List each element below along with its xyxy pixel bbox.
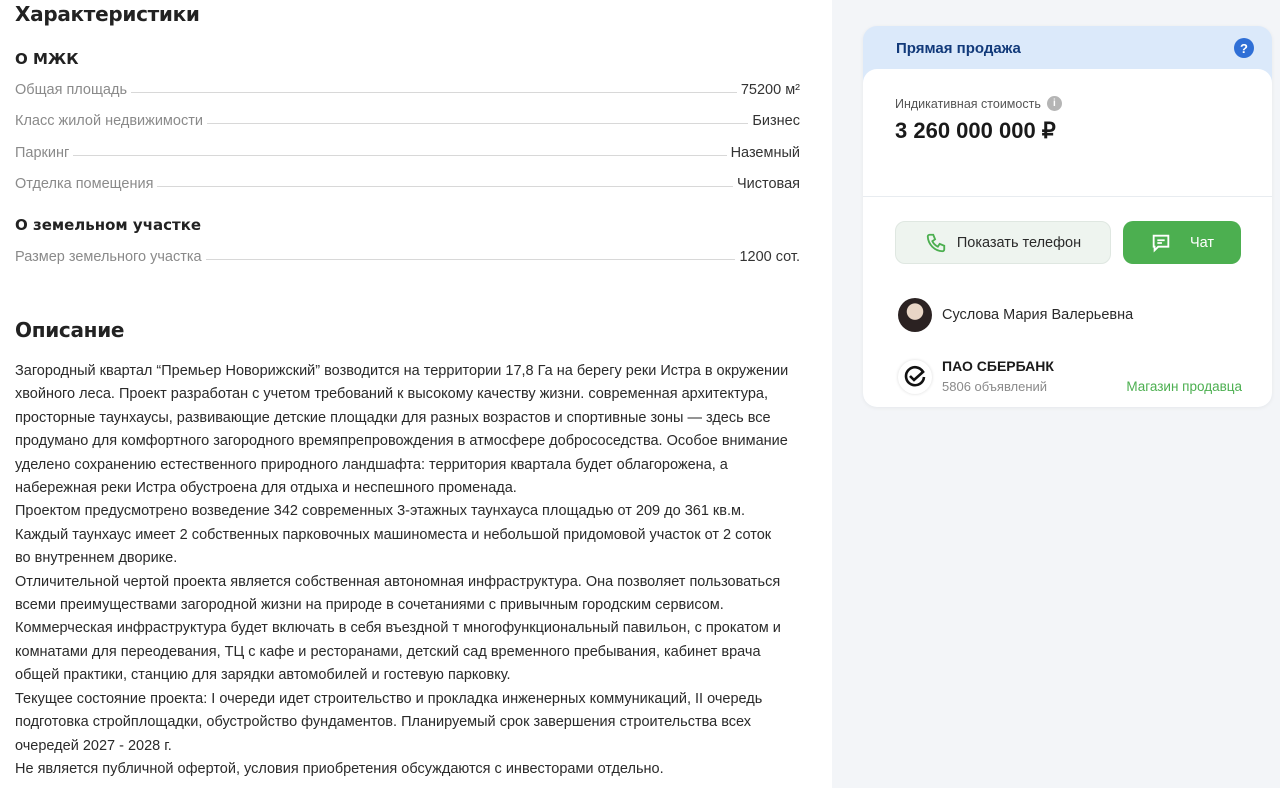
seller-org [898, 358, 1242, 398]
spec-row [15, 109, 800, 129]
sale-card-header [863, 26, 1272, 70]
description-line: Проектом предусмотрено возведение 342 современных 3-этажных таунхауса площадью от 209 до 361 кв.м. [15, 503, 745, 520]
description-line: комнатами для переодевания, ТЦ с кафе и ресторанами, детский сад временного пребывания, кабинет врача [15, 643, 761, 660]
complex-section-title: О МЖК [15, 50, 79, 68]
sale-card [863, 26, 1272, 407]
price-label: Индикативная стоимость [895, 96, 1041, 111]
description-line: подготовка стройплощадки, обустройство фундаментов. Планируемый срок завершения строительства всех [15, 714, 752, 731]
spec-row [15, 141, 800, 161]
sber-logo-icon [898, 360, 932, 394]
description-line: хвойного леса. Проект разработан с учетом требований к высокому качеству жизни. современная архитектура, [15, 386, 769, 403]
spec-value: 75200 м² [740, 82, 800, 98]
sale-type-label: Прямая продажа [896, 39, 1021, 57]
chat-button[interactable] [1123, 221, 1241, 264]
description-line: продумано для комфортного загородного времяпрепровождения в атмосфере добрососедства. Особое внимание [15, 433, 788, 450]
description-line: очередей 2027 - 2028 г. [15, 737, 172, 754]
price: 3 260 000 000 ₽ [895, 118, 1056, 143]
divider [863, 196, 1272, 197]
chat-icon [1150, 232, 1172, 254]
description-title: Описание [15, 318, 125, 342]
spec-key: Паркинг [15, 145, 70, 161]
spec-row [15, 78, 800, 98]
description-line: общей практики, станцию для зарядки автомобилей и гостевую парковку. [15, 667, 511, 684]
chat-label: Чат [1189, 234, 1215, 251]
info-icon[interactable]: i [1047, 96, 1062, 111]
help-icon[interactable]: ? [1234, 38, 1254, 58]
phone-icon [925, 232, 947, 254]
description-line: Текущее состояние проекта: I очереди идет строительство и прокладка инженерных коммуникаций, II очередь [15, 690, 763, 707]
description-line: Каждый таунхаус имеет 2 собственных парковочных машиноместа и небольшой придомовой участок от 2 соток [15, 526, 772, 543]
spec-value: 1200 сот. [739, 249, 800, 265]
show-phone-button[interactable] [895, 221, 1111, 264]
description-line: Отличительной чертой проекта является собственная автономная инфраструктура. Она позволяет пользоваться [15, 573, 781, 590]
spec-value: Чистовая [736, 176, 800, 192]
spec-key: Класс жилой недвижимости [15, 113, 203, 129]
characteristics-title: Характеристики [15, 2, 200, 26]
spec-key: Размер земельного участка [15, 249, 202, 265]
spec-value: Наземный [730, 145, 800, 161]
description-line: Загородный квартал “Премьер Новорижский” возводится на территории 17,8 Га на берегу реки Истра в окружении [15, 363, 789, 379]
description-line: во внутреннем дворике. [15, 550, 178, 567]
agent[interactable] [898, 298, 1133, 332]
description-text [15, 360, 815, 781]
agent-name: Суслова Мария Валерьевна [942, 307, 1134, 323]
spec-row [15, 245, 800, 265]
description-line: просторные таунхаусы, развивающие детские площадки для разных возрастов и спортивные зоны — здесь все [15, 409, 771, 426]
description-line: Коммерческая инфраструктура будет включать в себя въездной т многофункциональный павильон, с прокатом и [15, 620, 781, 637]
spec-row [15, 172, 800, 192]
show-phone-label: Показать телефон [956, 234, 1082, 251]
org-listings-count: 5806 объявлений [942, 379, 1048, 394]
org-name: ПАО СБЕРБАНК [942, 358, 1054, 374]
description-line: уделено сохранению естественного природного ландшафта: территория квартала будет облагорожена, а [15, 456, 728, 473]
land-section-title: О земельном участке [15, 216, 202, 234]
spec-key: Общая площадь [15, 82, 128, 98]
spec-key: Отделка помещения [15, 176, 154, 192]
spec-value: Бизнес [752, 113, 800, 129]
seller-shop-link[interactable]: Магазин продавца [1126, 379, 1242, 394]
avatar [898, 298, 932, 332]
description-line: всеми преимуществами загородной жизни на природе в сочетаниями с привычным городским сервисом. [15, 597, 724, 614]
description-line: набережная реки Истра обустроена для отдыха и неспешного променада. [15, 480, 517, 497]
description-line: Не является публичной офертой, условия приобретения обсуждаются с инвесторами отдельно. [15, 760, 664, 777]
